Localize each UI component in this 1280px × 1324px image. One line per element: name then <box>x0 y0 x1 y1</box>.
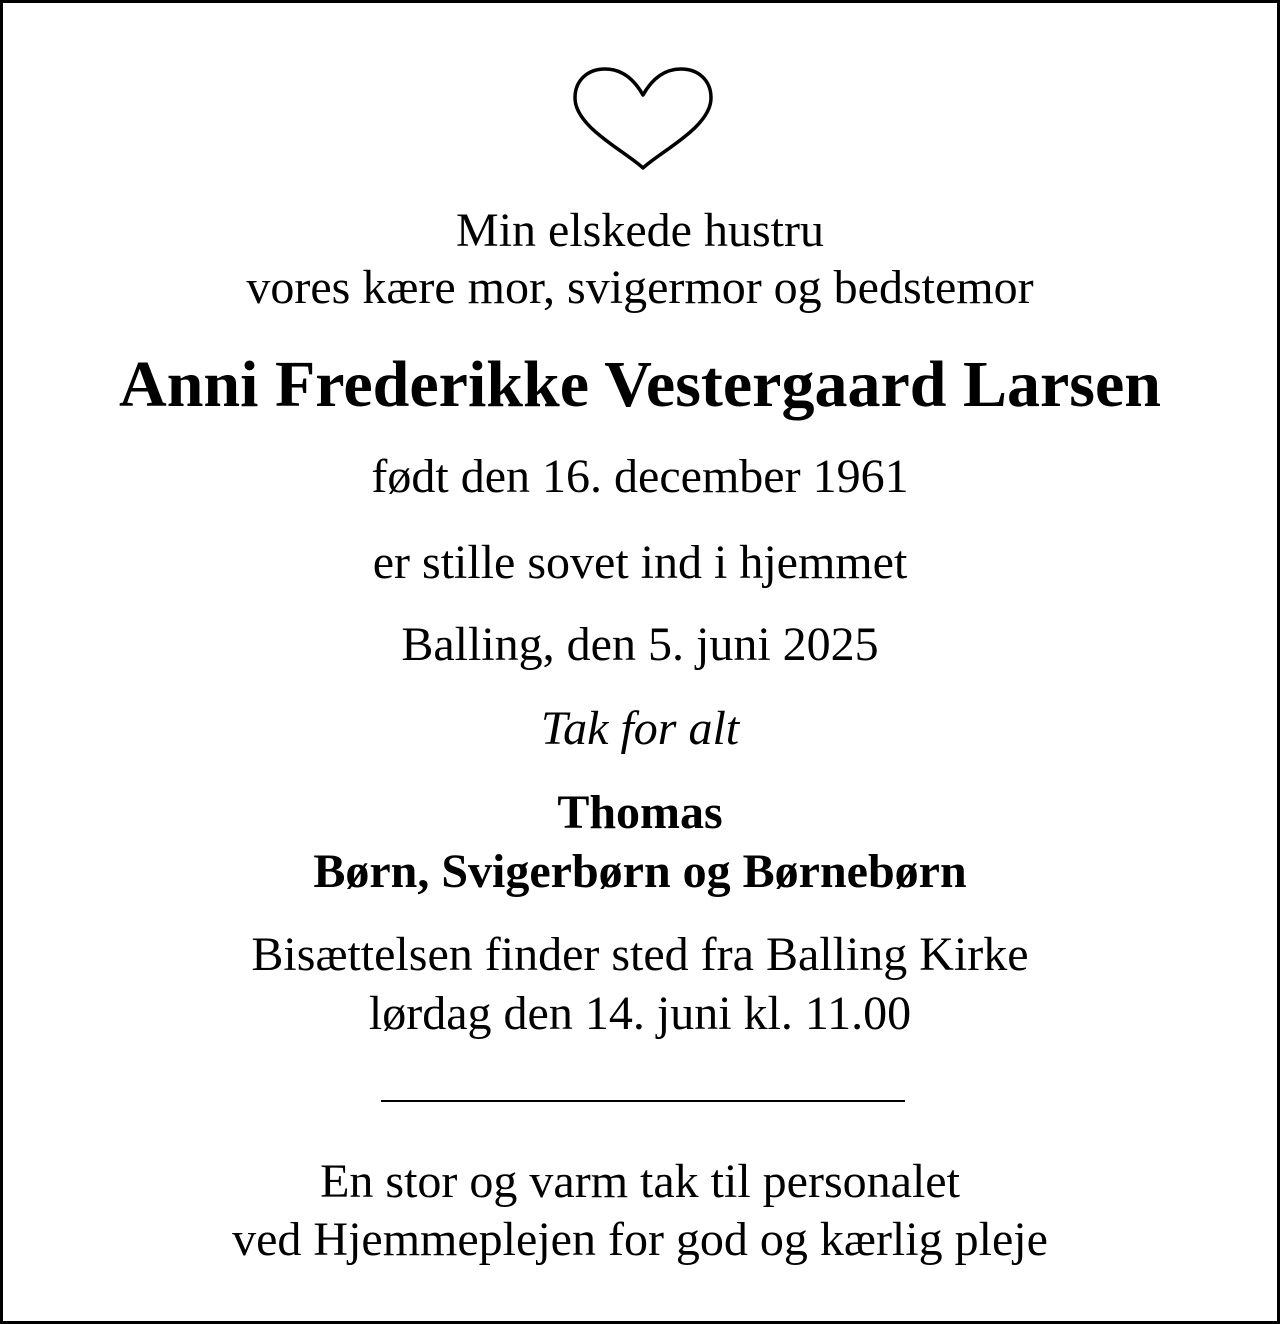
thanks-line: Tak for alt <box>540 702 740 755</box>
divider <box>381 1100 905 1102</box>
intro-line-2: vores kære mor, svigermor og bedstemor <box>246 261 1034 314</box>
place-and-date: Balling, den 5. juni 2025 <box>401 618 879 671</box>
intro-line-1: Min elskede hustru <box>456 204 824 257</box>
gratitude-line-2: ved Hjemmeplejen for god og kærlig pleje <box>232 1213 1048 1266</box>
family-line-2: Børn, Svigerbørn og Børnebørn <box>313 845 967 898</box>
funeral-line-1: Bisættelsen finder sted fra Balling Kirke <box>251 928 1029 981</box>
birth-date: født den 16. december 1961 <box>371 450 909 503</box>
deceased-name: Anni Frederikke Vestergaard Larsen <box>119 348 1161 421</box>
funeral-line-2: lørdag den 14. juni kl. 11.00 <box>368 987 912 1040</box>
family-line-1: Thomas <box>557 786 723 839</box>
heart-icon <box>570 65 716 171</box>
gratitude-line-1: En stor og varm tak til personalet <box>320 1155 960 1208</box>
passing-text: er stille sovet ind i hjemmet <box>372 536 908 589</box>
